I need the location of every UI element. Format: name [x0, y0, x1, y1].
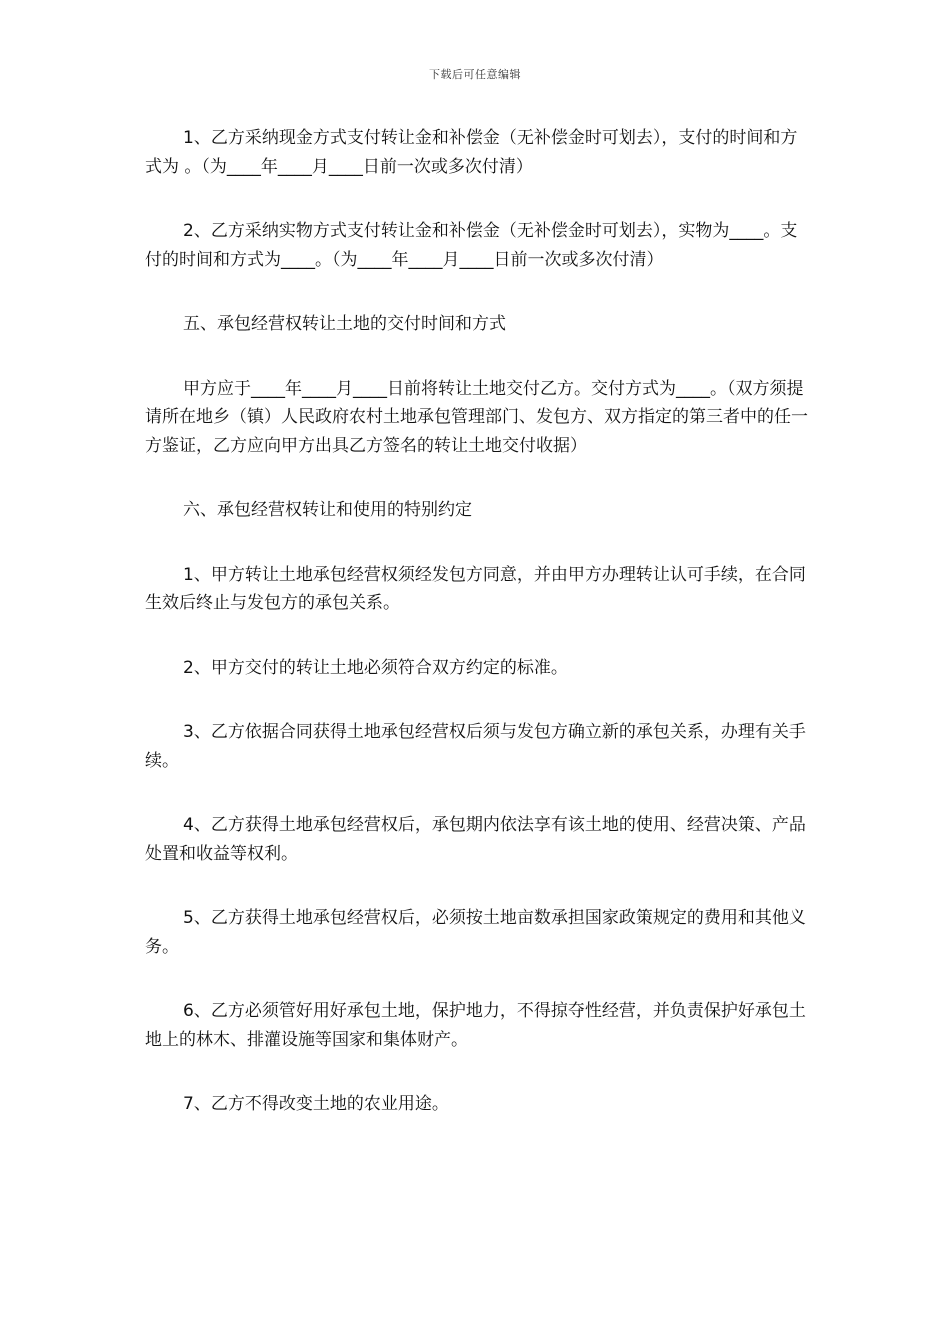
document-body: [145, 124, 813, 1155]
clause-7: 7、乙方不得改变土地的农业用途。: [183, 1094, 449, 1114]
section-heading-special-terms: 六、承包经营权转让和使用的特别约定: [183, 500, 472, 520]
page-header: 下载后可任意编辑: [429, 68, 521, 81]
paragraph-delivery-terms: 甲方应于____年____月____日前将转让土地交付乙方。交付方式为____。（双方须提请所在地乡（镇）人民政府农村土地承包管理部门、发包方、双方指定的第三者中的任一方鉴证，乙方应向甲方出具乙方签名的转让土地交付收据）: [145, 378, 808, 456]
clause-6: 6、乙方必须管好用好承包土地，保护地力，不得掠夺性经营，并负责保护好承包土地上的林木、排灌设施等国家和集体财产。: [145, 1001, 806, 1050]
paragraph-in-kind-payment: 2、乙方采纳实物方式支付转让金和补偿金（无补偿金时可划去），实物为____。支付的时间和方式为____。（为____年____月____日前一次或多次付清）: [145, 221, 798, 270]
clause-1: 1、甲方转让土地承包经营权须经发包方同意，并由甲方办理转让认可手续，在合同生效后终止与发包方的承包关系。: [145, 564, 806, 613]
paragraph-cash-payment: 1、乙方采纳现金方式支付转让金和补偿金（无补偿金时可划去），支付的时间和方式为 。（为____年____月____日前一次或多次付清）: [145, 128, 798, 177]
clause-5: 5、乙方获得土地承包经营权后，必须按土地亩数承担国家政策规定的费用和其他义务。: [145, 908, 806, 957]
clause-3: 3、乙方依据合同获得土地承包经营权后须与发包方确立新的承包关系，办理有关手续。: [145, 722, 806, 771]
clause-4: 4、乙方获得土地承包经营权后，承包期内依法享有该土地的使用、经营决策、产品处置和收益等权利。: [145, 815, 806, 864]
clause-2: 2、甲方交付的转让土地必须符合双方约定的标准。: [183, 657, 568, 678]
section-heading-delivery: 五、承包经营权转让土地的交付时间和方式: [183, 314, 506, 334]
